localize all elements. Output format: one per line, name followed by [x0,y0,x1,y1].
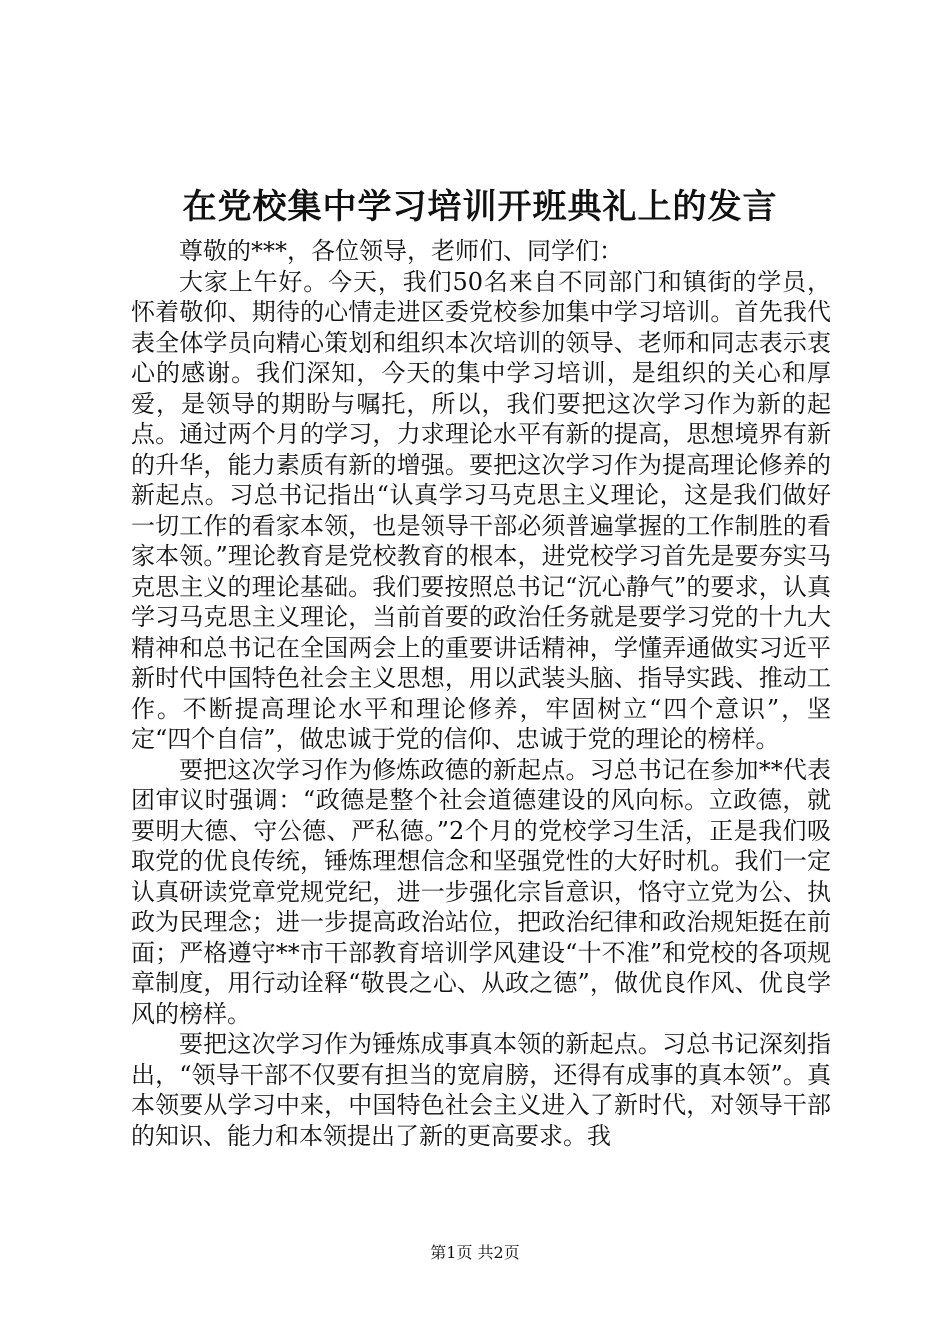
body-paragraph: 大家上午好。今天，我们50名来自不同部门和镇街的学员，怀着敬仰、期待的心情走进区委党校参加集中学习培训。首先我代表全体学员向精心策划和组织本次培训的领导、老师和同志表示衷心的感谢。我们深知，今天的集中学习培训，是组织的关心和厚爱，是领导的期盼与嘱托，所以，我们要把这次学习作为新的起点。通过两个月的学习，力求理论水平有新的提高，思想境界有新的升华，能力素质有新的增强。要把这次学习作为提高理论修养的新起点。习总书记指出“认真学习马克思主义理论，这是我们做好一切工作的看家本领，也是领导干部必须普遍掌握的工作制胜的看家本领。”理论教育是党校教育的根本，进党校学习首先是要夯实马克思主义的理论基础。我们要按照总书记“沉心静气”的要求，认真学习马克思主义理论，当前首要的政治任务就是要学习党的十九大精神和总书记在全国两会上的重要讲话精神，学懂弄通做实习近平新时代中国特色社会主义思想，用以武装头脑、指导实践、推动工作。不断提高理论水平和理论修养，牢固树立“四个意识”，坚定“四个自信”，做忠诚于党的信仰、忠诚于党的理论的榜样。 [131,267,831,753]
body-paragraph: 要把这次学习作为修炼政德的新起点。习总书记在参加**代表团审议时强调：“政德是整个社会道德建设的风向标。立政德，就要明大德、守公德、严私德。”2个月的党校学习生活，正是我们吸取党的优良传统，锤炼理想信念和坚强党性的大好时机。我们一定认真研读党章党规党纪，进一步强化宗旨意识，恪守立党为公、执政为民理念；进一步提高政治站位，把政治纪律和政治规矩挺在前面；严格遵守**市干部教育培训学风建设“十不准”和党校的各项规章制度，用行动诠释“敬畏之心、从政之德”，做优良作风、优良学风的榜样。 [131,755,831,1028]
page-number-footer: 第1页 共2页 [430,1243,520,1262]
document-body [131,236,831,1151]
salutation-paragraph: 尊敬的***，各位领导，老师们、同学们： [179,237,623,265]
document-title: 在党校集中学习培训开班典礼上的发言 [182,187,778,227]
body-paragraph: 要把这次学习作为锤炼成事真本领的新起点。习总书记深刻指出，“领导干部不仅要有担当的宽肩膀，还得有成事的真本领”。真本领要从学习中来，中国特色社会主义进入了新时代，对领导干部的知识、能力和本领提出了新的更高要求。我 [131,1030,831,1150]
